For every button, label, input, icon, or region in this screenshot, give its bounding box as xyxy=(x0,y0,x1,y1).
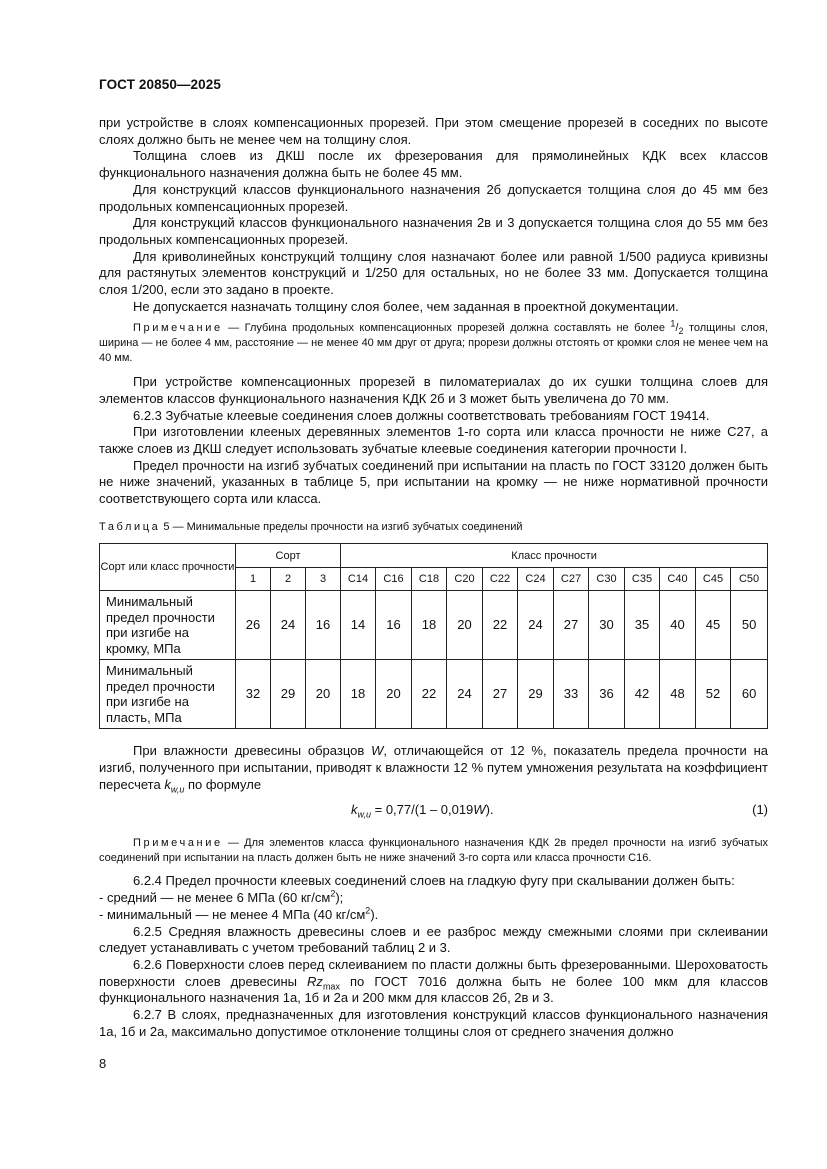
table-cell: 18 xyxy=(341,660,376,729)
note-label: Примечание xyxy=(133,322,223,335)
table-cell: 60 xyxy=(731,660,768,729)
paragraph: 6.2.7 В слоях, предназначенных для изготовления конструкций классов функционального назначения 1а, 1б и 2а, максимально допустимое отклонение толщины слоя от среднего значения должно xyxy=(99,1007,768,1039)
paragraph: Для криволинейных конструкций толщину слоя назначают более или равной 1/500 радиуса кривизны для растянутых элементов конструкций и 1/250 для остальных, но не более 33 мм. Допускается толщина слоя 1/200, если это задано в проекте. xyxy=(99,248,768,298)
formula-expression: $k_{w,u} = 0,77/(1 - 0,019W)$. xyxy=(351,801,494,820)
table-cell: 48 xyxy=(660,660,696,729)
list-item: - средний — не менее 6 МПа (60 $кг/см^2$); xyxy=(99,888,344,906)
column-header: С35 xyxy=(625,568,660,591)
list-item: - минимальный — не менее 4 МПа (40 $кг/см^2$). xyxy=(99,905,379,922)
paragraph: Предел прочности на изгиб зубчатых соединений при испытании на пласть по ГОСТ 33120 должен быть не ниже значений, указанных в таблице 5, при испытании на кромку — не ниже нормативной прочности соответствующего сорта или класса. xyxy=(99,457,768,507)
row-label: Минимальный предел прочности при изгибе на кромку, МПа xyxy=(100,591,236,660)
column-header: С27 xyxy=(554,568,589,591)
strength-table xyxy=(99,543,768,729)
table-row xyxy=(100,660,768,729)
table-cell: 24 xyxy=(518,591,554,660)
column-header: С24 xyxy=(518,568,554,591)
table-cell: 24 xyxy=(447,660,483,729)
table-cell: 20 xyxy=(376,660,412,729)
column-header: С50 xyxy=(731,568,768,591)
column-header: С16 xyxy=(376,568,412,591)
table-cell: 29 xyxy=(271,660,306,729)
table-cell: 27 xyxy=(554,591,589,660)
table-cell: 16 xyxy=(376,591,412,660)
table-cell: 16 xyxy=(306,591,341,660)
column-header: С14 xyxy=(341,568,376,591)
table-cell: 14 xyxy=(341,591,376,660)
table-cell: 20 xyxy=(306,660,341,729)
table-cell: 24 xyxy=(271,591,306,660)
table-cell: 20 xyxy=(447,591,483,660)
paragraph: При влажности древесины образцов W, отличающейся от 12 %, показатель предела прочности на изгиб, полученного при испытании, приводят к влажности 12 % путем умножения результата на коэффициент пересчета $k_{w,u}$ по формуле xyxy=(99,743,768,795)
table-cell: 50 xyxy=(731,591,768,660)
table-cell: 42 xyxy=(625,660,660,729)
paragraph: Для конструкций классов функционального назначения 2в и 3 допускается толщина слоя до 55 мм без продольных компенсационных прорезей. xyxy=(99,215,768,247)
column-header: 1 xyxy=(236,568,271,591)
table-cell: 45 xyxy=(696,591,731,660)
paragraph: Для конструкций классов функционального назначения 2б допускается толщина слоя до 45 мм без продольных компенсационных прорезей. xyxy=(99,181,768,214)
column-header: С40 xyxy=(660,568,696,591)
table-cell: 33 xyxy=(554,660,589,729)
page-number: 8 xyxy=(99,1056,107,1071)
paragraph: 6.2.3 Зубчатые клеевые соединения слоев должны соответствовать требованиям ГОСТ 19414. xyxy=(133,407,710,423)
table-row xyxy=(100,591,768,660)
table-cell: 35 xyxy=(625,591,660,660)
paragraph: При устройстве компенсационных прорезей в пиломатериалах до их сушки толщина слоев для элементов классов функционального назначения КДК 2б и 3 может быть увеличена до 70 мм. xyxy=(99,374,768,406)
table-cell: 22 xyxy=(412,660,447,729)
formula xyxy=(99,796,768,830)
column-header: С18 xyxy=(412,568,447,591)
paragraph: 6.2.5 Средняя влажность древесины слоев и ее разброс между смежными слоями при склеивании следует устанавливать с учетом требований таблиц 2 и 3. xyxy=(99,923,768,956)
paragraph: Не допускается назначать толщину слоя более, чем заданная в проектной документации. xyxy=(133,298,679,314)
note: Примечание — Для элементов класса функционального назначения КДК 2в предел прочности на изгиб зубчатых соединений при испытании на пласть должен быть не ниже значений 3-го сорта или класса прочности С16. xyxy=(99,836,768,864)
column-header: 3 xyxy=(306,568,341,591)
table-cell: 27 xyxy=(483,660,518,729)
column-header: С20 xyxy=(447,568,483,591)
column-header: С22 xyxy=(483,568,518,591)
note-label: Примечание xyxy=(133,836,223,849)
table-cell: 29 xyxy=(518,660,554,729)
row-label: Минимальный предел прочности при изгибе на пласть, МПа xyxy=(100,660,236,729)
paragraph: 6.2.6 Поверхности слоев перед склеиванием по пласти должны быть фрезерованными. Шероховатость поверхности слоев древесины $Rz_{max}$ по ГОСТ 7016 должна быть не более 100 мкм для классов функционального назначения 1а, 1б и 2а и 200 мкм для классов 2б, 2в и 3. xyxy=(99,956,768,1006)
paragraph: Толщина слоев из ДКШ после их фрезерования для прямолинейных КДК всех классов функционального назначения должна быть не более 45 мм. xyxy=(99,148,768,181)
column-header: 2 xyxy=(271,568,306,591)
table-cell: 18 xyxy=(412,591,447,660)
document-header: ГОСТ 20850—2025 xyxy=(99,77,221,92)
table-cell: 26 xyxy=(236,591,271,660)
group-header-class: Класс прочности xyxy=(341,544,768,568)
document-body xyxy=(99,115,768,1040)
formula-number: (1) xyxy=(752,801,768,817)
table-cell: 36 xyxy=(589,660,625,729)
column-header: С45 xyxy=(696,568,731,591)
group-header-sort: Сорт xyxy=(236,544,341,568)
paragraph: при устройстве в слоях компенсационных прорезей. При этом смещение прорезей в соседних по высоте слоях должно быть не менее чем на толщину слоя. xyxy=(99,115,768,147)
table-cell: 22 xyxy=(483,591,518,660)
table-cell: 32 xyxy=(236,660,271,729)
table-cell: 52 xyxy=(696,660,731,729)
note: Примечание — Глубина продольных компенсационных прорезей должна составлять не более $^1/_2$ толщины слоя, ширина — не более 4 мм, расстояние — не менее 40 мм друг от друга; прорези должны отстоять от кромки слоя не менее чем на 40 мм. xyxy=(99,318,768,365)
table-caption: Таблица 5 — Минимальные пределы прочности на изгиб зубчатых соединений xyxy=(99,520,523,533)
column-header: С30 xyxy=(589,568,625,591)
table-cell: 40 xyxy=(660,591,696,660)
paragraph: При изготовлении клееных деревянных элементов 1-го сорта или класса прочности не ниже С27, а также слоев из ДКШ следует использовать зубчатые клеевые соединения категории прочности I. xyxy=(99,424,768,456)
table-cell: 30 xyxy=(589,591,625,660)
paragraph: 6.2.4 Предел прочности клеевых соединений слоев на гладкую фугу при скалывании должен быть: xyxy=(133,873,735,889)
corner-header: Сорт или класс прочности xyxy=(100,544,236,591)
